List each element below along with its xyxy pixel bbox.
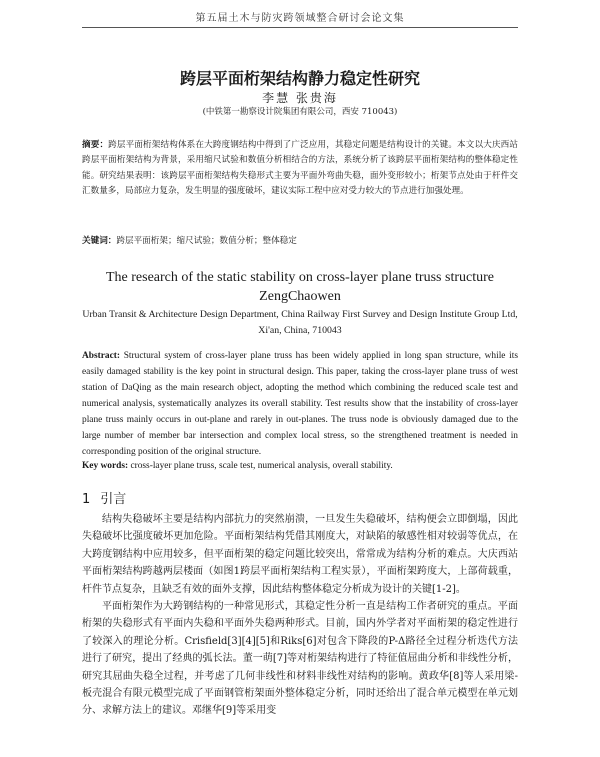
english-abstract-label: Abstract: <box>82 351 121 361</box>
section-heading <box>82 488 136 507</box>
english-keywords <box>82 461 518 471</box>
chinese-keywords-text: 跨层平面桁架；缩尺试验；数值分析；整体稳定 <box>116 236 297 246</box>
chinese-keywords-label: 关键词： <box>82 236 117 246</box>
english-abstract-text: Structural system of cross-layer plane truss has been widely applied in long span structure, while its easily damaged stability is the key point in structural design. This paper, taking the cross-layer plane truss of west station of DaQing as the main research object, adopting the method which combining the reduced scale test and numerical analysis, systematically analyzes its overall stability. Test results show that the instability of cross-layer plane truss mainly occurs in out-plane and rarely in out-planes. The truss node is obviously damaged due to the large number of member bar intersection and complex local stress, so the strengthened treatment is needed in corresponding position of the original structure. <box>82 351 518 457</box>
english-affiliation <box>82 307 518 339</box>
chinese-abstract <box>82 138 518 199</box>
section-title: 引言 <box>100 492 127 507</box>
running-header: 第五届土木与防灾跨领域整合研讨会论文集 <box>195 13 405 24</box>
english-keywords-text: cross-layer plane truss, scale test, numerical analysis, overall stability. <box>130 461 393 471</box>
english-affiliation-line1: Urban Transit & Architecture Design Department, China Railway First Survey and Design Institute Group Ltd, <box>82 309 518 320</box>
english-affiliation-line2: Xi'an, China, 710043 <box>258 325 342 336</box>
english-title: The research of the static stability on cross-layer plane truss structure <box>106 270 494 285</box>
body-paragraph-1: 结构失稳破坏主要是结构内部抗力的突然崩溃，一旦发生失稳破坏，结构便会立即倒塌，因此失稳破坏比强度破坏更加危险。平面桁架结构凭借其刚度大，对缺陷的敏感性相对较弱等优点，在大跨度钢结构中应用较多，但平面桁架的稳定问题比较突出，常常成为结构分析的难点。大庆西站平面桁架结构跨越两层楼面（如图1跨层平面桁架结构工程实景），平面桁架跨度大，上部荷载重，杆件节点复杂，且缺乏有效的面外支撑，因此结构整体稳定分析成为设计的关键[1-2]。 <box>82 514 518 595</box>
chinese-authors: 李慧 张贵海 <box>262 91 338 105</box>
english-keywords-label: Key words: <box>82 461 129 471</box>
english-abstract <box>82 348 518 460</box>
english-title-block <box>0 268 600 306</box>
chinese-title: 跨层平面桁架结构静力稳定性研究 <box>179 69 420 88</box>
section-body <box>82 511 518 720</box>
chinese-keywords <box>82 234 518 246</box>
english-author: ZengChaowen <box>259 289 341 304</box>
chinese-abstract-text: 跨层平面桁架结构体系在大跨度钢结构中得到了广泛应用，其稳定问题是结构设计的关键。本文以大庆西站跨层平面桁架结构为背景，采用缩尺试验和数值分析相结合的方法，系统分析了该跨层平面桁架结构的整体稳定性能。研究结果表明：该跨层平面桁架结构失稳形式主要为平面外弯曲失稳，面外变形较小；桁架节点处由于杆件交汇数量多，局部应力复杂，发生明显的强度破坏，建议实际工程中应对受力较大的节点进行加强处理。 <box>82 140 518 196</box>
chinese-affiliation: (中铁第一勘察设计院集团有限公司，西安 710043) <box>202 107 398 117</box>
chinese-abstract-label: 摘要： <box>82 140 109 150</box>
header-divider <box>82 27 518 28</box>
body-paragraph-2: 平面桁架作为大跨钢结构的一种常见形式，其稳定性分析一直是结构工作者研究的重点。平面桁架的失稳形式有平面内失稳和平面外失稳两种形式。目前，国内外学者对平面桁架的稳定性进行了较深入的理论分析。Crisfield[3][4][5]和Riks[6]对包含下降段的P-Δ路径全过程分析迭代方法进行了研究，提出了经典的弧长法。董一萌[7]等对桁架结构进行了特征值屈曲分析和非线性分析，研究其屈曲失稳全过程，并考虑了几何非线性和材料非线性对结构的影响。黄政华[8]等人采用梁-板壳混合有限元模型完成了平面钢管桁架面外整体稳定分析，同时还给出了混合单元模型在单元划分、求解方法上的建议。邓继华[9]等采用变 <box>82 601 518 717</box>
section-number: 1 <box>82 492 91 507</box>
